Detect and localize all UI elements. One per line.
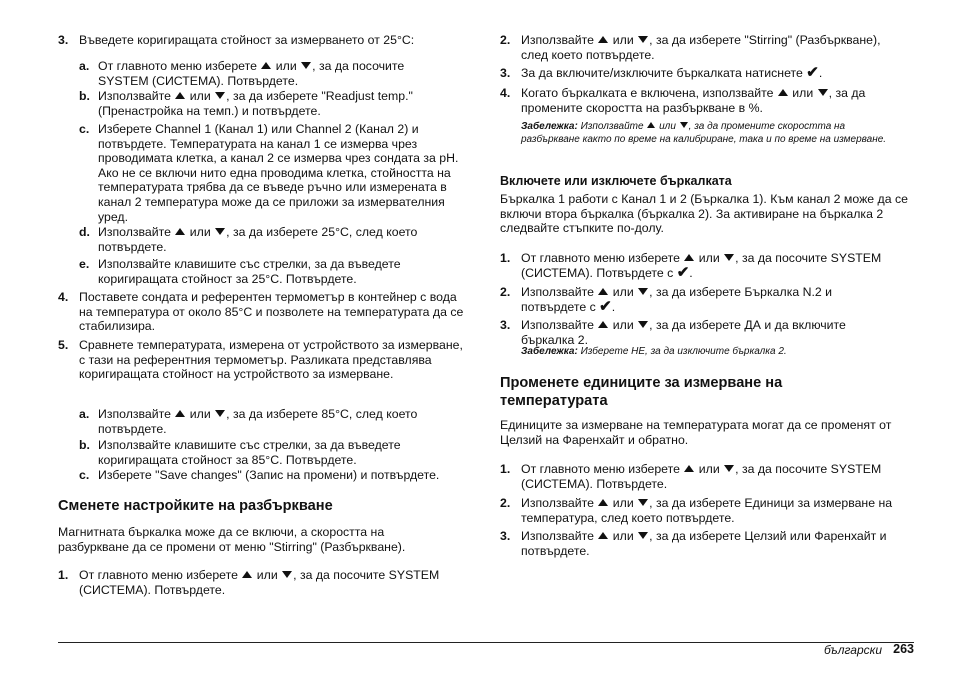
checkmark-icon: ✔ [676, 263, 690, 281]
up-arrow-icon [684, 465, 694, 472]
up-arrow-icon [242, 571, 252, 578]
down-arrow-icon [638, 36, 648, 43]
note-speed: Забележка: Използвайте или , за да промените скоростта на разбъркване както по време на калибриране, така и по време на измерване. [521, 121, 887, 145]
up-arrow-icon [175, 92, 185, 99]
down-arrow-icon [724, 254, 734, 261]
down-arrow-icon [818, 89, 828, 96]
footer-divider [58, 642, 914, 643]
up-arrow-icon [175, 228, 185, 235]
down-arrow-icon [215, 92, 225, 99]
section-heading-temp-units: Променете единиците за измерване на температурата [500, 375, 783, 409]
up-arrow-icon [778, 89, 788, 96]
down-arrow-icon [638, 532, 648, 539]
up-arrow-icon [598, 36, 608, 43]
up-arrow-icon [598, 499, 608, 506]
note-stirrer-off: Забележка: Изберете НЕ, за да изключите бъркалка 2. [521, 346, 787, 357]
up-arrow-icon [684, 254, 694, 261]
down-arrow-icon [638, 288, 648, 295]
down-arrow-icon [215, 228, 225, 235]
checkmark-icon: ✔ [806, 64, 819, 81]
down-arrow-icon [301, 62, 311, 69]
section-heading-stirring: Сменете настройките на разбъркване [58, 498, 333, 514]
down-arrow-icon [638, 499, 648, 506]
up-arrow-icon [647, 122, 655, 128]
checkmark-icon: ✔ [599, 297, 612, 315]
up-arrow-icon [598, 321, 608, 328]
up-arrow-icon [175, 410, 185, 417]
down-arrow-icon [680, 122, 688, 128]
up-arrow-icon [598, 532, 608, 539]
down-arrow-icon [215, 410, 225, 417]
down-arrow-icon [282, 571, 292, 578]
down-arrow-icon [638, 321, 648, 328]
section-heading-stirrer-onoff: Включете или изключете бъркалката [500, 174, 732, 188]
up-arrow-icon [598, 288, 608, 295]
down-arrow-icon [724, 465, 734, 472]
page-number: 263 [893, 642, 914, 656]
footer-language: български [823, 643, 882, 657]
up-arrow-icon [261, 62, 271, 69]
